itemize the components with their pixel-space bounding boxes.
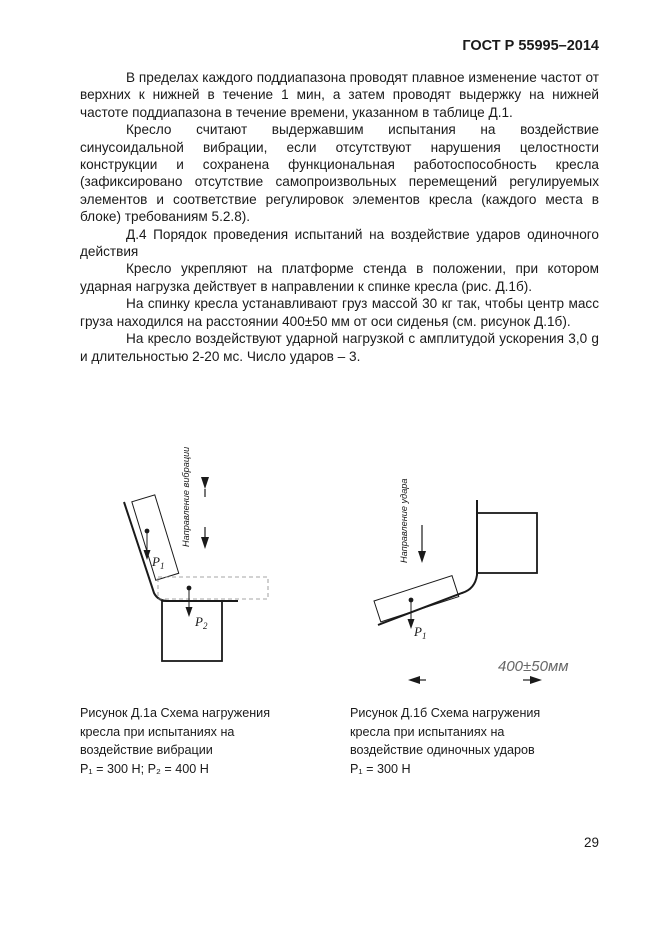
section-heading: Д.4 Порядок проведения испытаний на воздействие ударов одиночного действия — [80, 226, 599, 260]
caption-line: воздействие вибрации — [80, 743, 213, 757]
page-number: 29 — [583, 835, 599, 850]
figure-vibration-scheme — [110, 445, 270, 670]
document-standard-number: ГОСТ Р 55995–2014 — [462, 38, 599, 54]
distance-label: 400±50мм — [498, 658, 569, 675]
caption-line: P₁ = 300 Н; P₂ = 400 Н — [80, 761, 209, 776]
caption-line: кресла при испытаниях на — [80, 724, 235, 739]
caption-line: Рисунок Д.1а Схема нагружения — [80, 706, 271, 720]
paragraph: Кресло считают выдержавшим испытания на воздействие синусоидальной вибрации, если отсутствуют нарушения целостности конструкции и сохранена функциональная работоспособность кресла (зафиксировано отсутствие самопроизвольных перемещений регулируемых элементов и соответствие регулировок элементов кресла (каждого места в блоке) требованиям 5.2.8). — [80, 122, 599, 225]
body-text — [80, 69, 599, 365]
caption-line: Рисунок Д.1б Схема нагружения — [350, 706, 541, 720]
figure-a-caption — [80, 704, 270, 778]
caption-line: воздействие одиночных ударов — [350, 743, 535, 757]
load-point-p1 — [145, 529, 150, 534]
paragraph: Кресло укрепляют на платформе стенда в положении, при котором ударная нагрузка действует в направлении к спинке кресла (рис. Д.1б). — [80, 261, 599, 294]
caption-line: P₁ = 300 Н — [350, 761, 411, 776]
svg-text:P1: $P_1$ — [414, 624, 427, 641]
paragraph: На кресло воздействуют ударной нагрузкой с амплитудой ускорения 3,0 g и длительностью 2-20 мс. Число ударов – 3. — [80, 331, 599, 364]
chair-base — [162, 601, 222, 661]
vibration-direction-label: Направление вибрации — [181, 446, 191, 547]
figure-impact-scheme — [370, 475, 585, 690]
vibration-arrow-icon — [201, 477, 209, 549]
paragraph: На спинку кресла устанавливают груз массой 30 кг так, чтобы центр масс груза находился на расстоянии 400±50 мм от оси сиденья (см. рисунок Д.1б). — [80, 296, 599, 329]
svg-text:P2: $P_2$ — [195, 614, 208, 631]
load-label-p1: P — [414, 624, 422, 639]
load-point-p2 — [187, 586, 192, 591]
distance-dimension-icon — [408, 676, 542, 684]
load-label-p1: P — [152, 554, 160, 569]
figure-b-caption — [350, 704, 540, 778]
chair-base — [477, 513, 537, 573]
paragraph: В пределах каждого поддиапазона проводят плавное изменение частот от верхних к нижней в течение 1 мин, а затем проводят выдержку на нижней частоте поддиапазона в течение времени, указанном в таблице Д.1. — [80, 70, 599, 120]
svg-text:P1: $P_1$ — [152, 554, 165, 571]
load-label-p2: P — [195, 614, 203, 629]
seat-load-box — [158, 577, 268, 599]
impact-arrow-icon — [418, 525, 426, 563]
impact-direction-label: Направление удара — [399, 478, 409, 563]
caption-line: кресла при испытаниях на — [350, 724, 505, 739]
load-point-p1 — [409, 598, 414, 603]
